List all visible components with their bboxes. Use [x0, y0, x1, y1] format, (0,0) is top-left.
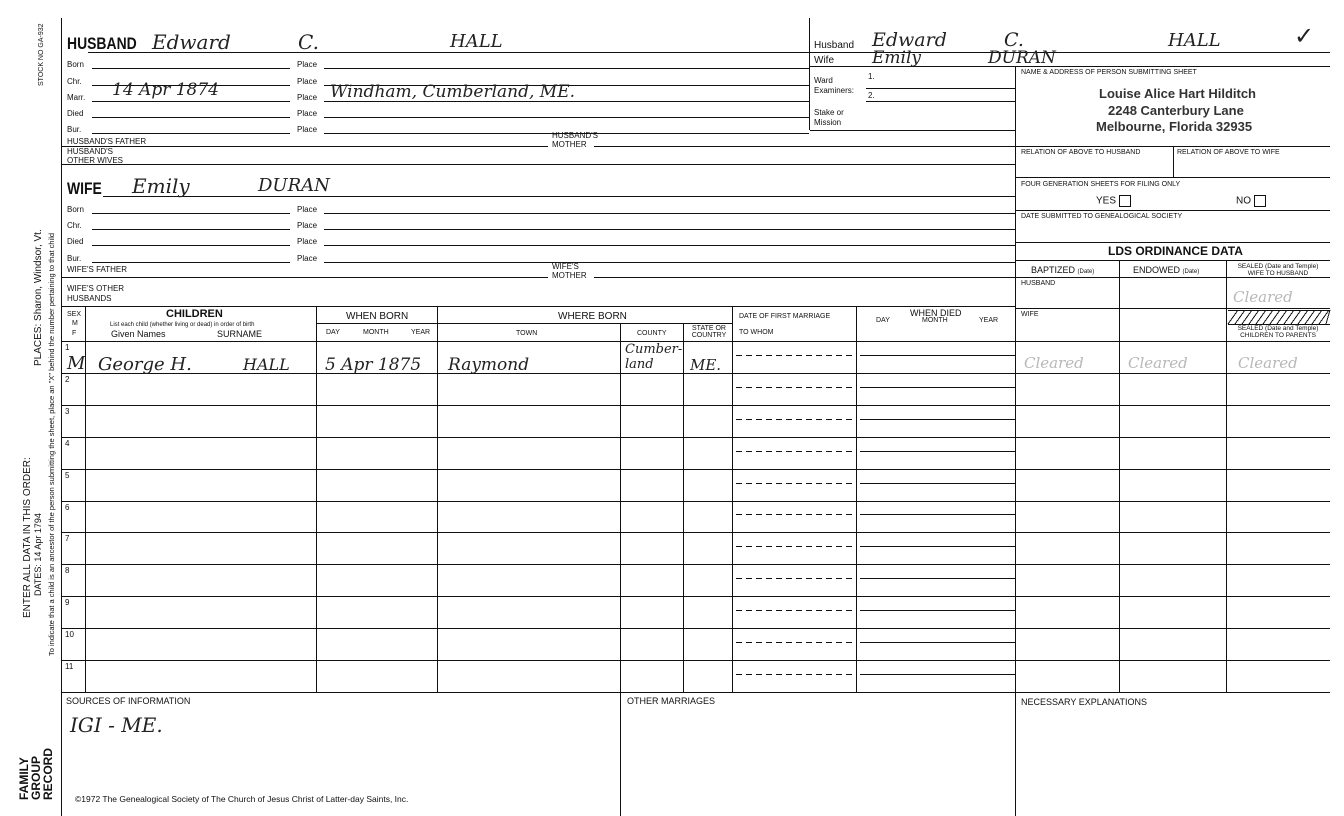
born-month-header: MONTH	[363, 329, 389, 336]
state-country-header: STATE OR COUNTRY	[691, 325, 727, 339]
child1-town: Raymond	[448, 355, 530, 375]
child1-born: 5 Apr 1875	[325, 355, 422, 375]
child-row-number: 7	[65, 533, 70, 543]
child1-baptized-cleared: Cleared	[1024, 354, 1084, 372]
check-mark-icon: ✓	[1294, 22, 1315, 50]
where-born-header: WHERE BORN	[558, 311, 627, 322]
husband-given-name: Edward	[152, 30, 231, 54]
right-husband-label: Husband	[814, 40, 855, 51]
wifes-other-husbands-label: WIFE'S OTHER HUSBANDS	[67, 284, 125, 303]
copyright-icon: ©	[75, 794, 82, 804]
wife-born-place-label: Place	[297, 205, 318, 214]
right-husband-given: Edward	[872, 29, 947, 51]
sex-header: SEX	[67, 311, 82, 318]
sealed-wife-header: SEALED (Date and Temple) WIFE TO HUSBAND	[1237, 263, 1319, 277]
child-row-number: 4	[65, 438, 70, 448]
child1-surname: HALL	[243, 355, 290, 374]
husbands-father-label: HUSBAND'S FATHER	[67, 137, 147, 146]
right-husband-surname: HALL	[1168, 30, 1221, 51]
four-generation-label: FOUR GENERATION SHEETS FOR FILING ONLY	[1021, 181, 1181, 188]
child1-sealed-cleared: Cleared	[1238, 354, 1298, 372]
submitter-name: Louise Alice Hart Hilditch	[1099, 86, 1256, 101]
wifes-mother-label: WIFE'S MOTHER	[552, 262, 587, 280]
yes-option[interactable]	[1096, 195, 1131, 207]
side-indicate-note: To indicate that a child is an ancestor of the person submitting the sheet, place an "X" behind the number pertaining to that child	[47, 232, 56, 656]
husband-sealed-cleared: Cleared	[1233, 288, 1293, 306]
baptized-date-note: (Date)	[1077, 269, 1095, 275]
submitter-label: NAME & ADDRESS OF PERSON SUBMITTING SHEET	[1021, 69, 1197, 76]
yes-checkbox[interactable]	[1119, 195, 1131, 207]
ward-label: Ward	[814, 76, 833, 85]
sex-m-header: M	[72, 320, 78, 327]
husband-marr-label: Marr.	[67, 93, 86, 102]
wifes-father-label: WIFE'S FATHER	[67, 265, 128, 274]
husband-died-place-label: Place	[297, 109, 318, 118]
child-row-number: 8	[65, 565, 70, 575]
wife-chr-place-label: Place	[297, 221, 318, 230]
endowed-label: ENDOWED	[1133, 265, 1180, 275]
wife-born-label: Born	[67, 205, 84, 214]
child1-endowed-cleared: Cleared	[1128, 354, 1188, 372]
died-year-header: YEAR	[979, 317, 999, 324]
sealed-children-header: SEALED (Date and Temple) CHILDREN TO PARENTS	[1237, 325, 1319, 339]
examiner-one-label: 1.	[868, 72, 875, 81]
born-year-header: YEAR	[411, 329, 431, 336]
when-died-header: WHEN DIED	[910, 308, 962, 318]
died-day-header: DAY	[876, 317, 890, 324]
surname-header: SURNAME	[217, 329, 263, 339]
husband-surname: HALL	[450, 31, 503, 52]
child-row-number: 3	[65, 406, 70, 416]
sources-label: SOURCES OF INFORMATION	[66, 696, 191, 706]
given-names-header: Given Names	[111, 329, 166, 339]
submitter-street: 2248 Canterbury Lane	[1108, 103, 1244, 118]
husband-bur-place-label: Place	[297, 125, 318, 134]
no-option[interactable]	[1236, 195, 1266, 207]
child1-sex: M	[67, 353, 86, 374]
endowed-header	[1133, 266, 1199, 277]
child1-county: Cumber- land	[625, 342, 683, 372]
child-row-number: 1	[65, 342, 70, 352]
relation-husband-label: RELATION OF ABOVE TO HUSBAND	[1021, 149, 1141, 156]
endowed-date-note: (Date)	[1182, 269, 1200, 275]
county-header: COUNTY	[637, 330, 667, 337]
examiner-two-label: 2.	[868, 91, 875, 100]
right-wife-label: Wife	[814, 55, 834, 66]
side-dates: DATES: 14 Apr 1794	[33, 513, 43, 596]
town-header: TOWN	[516, 330, 538, 337]
wife-chr-label: Chr.	[67, 221, 82, 230]
wife-heading: WIFE	[67, 179, 102, 198]
submitter-city: Melbourne, Florida 32935	[1096, 119, 1253, 134]
children-list-note: List each child (whether living or dead) in order of birth	[110, 322, 255, 328]
wife-bur-place-label: Place	[297, 254, 318, 263]
wife-died-label: Died	[67, 237, 84, 246]
lds-title: LDS ORDINANCE DATA	[1108, 244, 1243, 258]
other-marriages-label: OTHER MARRIAGES	[627, 696, 716, 706]
wife-died-place-label: Place	[297, 237, 318, 246]
copyright	[75, 795, 408, 804]
husband-marr-place-label: Place	[297, 93, 318, 102]
to-whom-header: TO WHOM	[739, 329, 774, 336]
born-day-header: DAY	[326, 329, 340, 336]
husband-born-label: Born	[67, 60, 84, 69]
child-row-number: 5	[65, 470, 70, 480]
child-row-number: 10	[65, 629, 74, 639]
lds-wife-label: WIFE	[1021, 311, 1039, 318]
child1-given-names: George H.	[98, 354, 192, 375]
baptized-header	[1031, 266, 1094, 277]
right-wife-surname: DURAN	[988, 48, 1056, 68]
examiners-label: Examiners:	[814, 86, 855, 95]
husbands-other-wives-label: HUSBAND'S OTHER WIVES	[67, 147, 124, 165]
date-submitted-label: DATE SUBMITTED TO GENEALOGICAL SOCIETY	[1021, 213, 1183, 220]
child-row-number: 9	[65, 597, 70, 607]
child-row-number: 2	[65, 374, 70, 384]
child-row-number: 6	[65, 502, 70, 512]
right-wife-given: Emily	[872, 48, 922, 68]
family-group-record: FAMILY GROUP RECORD	[17, 747, 55, 800]
stake-mission-label: Stake or Mission	[814, 108, 844, 127]
husband-born-place-label: Place	[297, 60, 318, 69]
husband-chr-label: Chr.	[67, 77, 82, 86]
wife-bur-label: Bur.	[67, 254, 82, 263]
marriage-place: Windham, Cumberland, ME.	[330, 82, 576, 102]
necessary-explanations-label: NECESSARY EXPLANATIONS	[1021, 697, 1148, 707]
right-husband-middle: C.	[1004, 29, 1024, 51]
husband-chr-place-label: Place	[297, 77, 318, 86]
relation-wife-label: RELATION OF ABOVE TO WIFE	[1177, 149, 1280, 156]
died-month-header: MONTH	[922, 317, 948, 324]
yes-label: YES	[1096, 195, 1117, 207]
husbands-mother-label: HUSBAND'S MOTHER	[552, 131, 598, 149]
marriage-date: 14 Apr 1874	[112, 80, 219, 100]
wife-surname: DURAN	[258, 175, 330, 196]
no-label: NO	[1236, 195, 1251, 207]
baptized-label: BAPTIZED	[1031, 265, 1076, 275]
no-checkbox[interactable]	[1254, 195, 1266, 207]
sex-f-header: F	[72, 330, 77, 337]
side-enter-order: ENTER ALL DATA IN THIS ORDER:	[22, 457, 33, 618]
side-places: PLACES: Sharon, Windsor, Vt.	[33, 229, 44, 366]
husband-bur-label: Bur.	[67, 125, 82, 134]
children-header: CHILDREN	[166, 308, 223, 320]
lds-husband-label: HUSBAND	[1021, 280, 1056, 287]
child-row-number: 11	[65, 661, 74, 671]
copyright-text: 1972 The Genealogical Society of The Church of Jesus Christ of Latter-day Saints, Inc.	[81, 794, 409, 804]
husband-heading: HUSBAND	[67, 34, 137, 53]
when-born-header: WHEN BORN	[346, 311, 409, 322]
sources-value: IGI - ME.	[70, 713, 163, 737]
child1-state: ME.	[690, 356, 722, 374]
wife-given-name: Emily	[132, 174, 190, 198]
husband-died-label: Died	[67, 109, 84, 118]
stock-number: STOCK NO GA-932	[38, 23, 45, 86]
husband-middle-initial: C.	[298, 30, 319, 54]
first-marriage-header: DATE OF FIRST MARRIAGE	[739, 313, 831, 320]
